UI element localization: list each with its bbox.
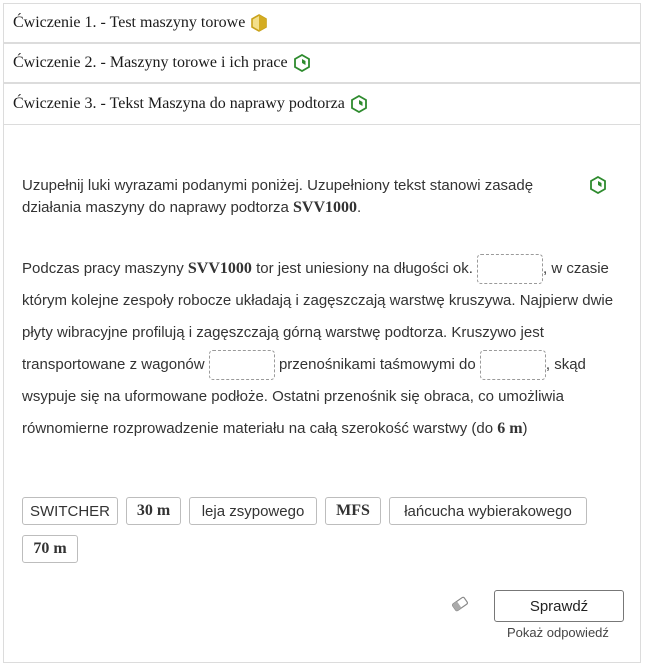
intro-text: Uzupełnij luki wyrazami podanymi poniżej. Uzupełniony tekst stanowi zasadę działania maszyny do naprawy podtorza xyxy=(22,177,534,216)
word-chip[interactable]: leja zsypowego xyxy=(189,497,317,525)
accordion-header-3[interactable] xyxy=(4,84,640,125)
accordion-header-2[interactable] xyxy=(4,44,640,82)
task-machine-name: SVV1000 xyxy=(187,260,252,277)
eraser-icon[interactable] xyxy=(450,594,470,614)
task-text-6: ) xyxy=(522,420,528,437)
accordion-title-1: Ćwiczenie 1. - Test maszyny torowe xyxy=(13,14,246,31)
word-chip[interactable]: SWITCHER xyxy=(22,497,118,525)
accordion-item-1[interactable] xyxy=(3,3,641,43)
word-chip[interactable]: 70 m xyxy=(22,535,78,563)
intro-machine-name: SVV1000 xyxy=(292,199,357,216)
accordion-item-3 xyxy=(3,83,641,663)
exercise-instructions xyxy=(22,175,582,219)
intro-end: . xyxy=(357,199,362,216)
task-text-1: Podczas pracy maszyny xyxy=(22,260,188,277)
green-hexagon-icon xyxy=(351,95,367,113)
word-chip[interactable]: 30 m xyxy=(126,497,181,525)
accordion-header-1[interactable] xyxy=(4,4,640,42)
task-text-2: tor jest uniesiony na długości ok. xyxy=(251,260,478,277)
accordion-title-3: Ćwiczenie 3. - Tekst Maszyna do naprawy podtorza xyxy=(13,95,345,112)
task-text-4: przenośnikami taśmowymi do xyxy=(274,356,480,373)
task-text-3: , w czasie którym kolejne zespoły robocze układają i zagęszczają warstwę kruszywa. Najpierw dwie płyty wibracyjne profilują i zagęszczają górną warstwę podtorza. Kruszywo jest transportowane z wagonów xyxy=(22,260,614,373)
gap-dropzone-3[interactable] xyxy=(480,350,546,380)
task-text-5: , skąd wsypuje się na uformowane podłoże. Ostatni przenośnik się obraca, co umożliwia równomierne rozprowadzenie materiału na całą szerokość warstwy (do xyxy=(22,356,586,437)
gap-dropzone-1[interactable] xyxy=(477,254,543,284)
check-button[interactable]: Sprawdź xyxy=(494,590,624,622)
gap-dropzone-2[interactable] xyxy=(209,350,275,380)
task-width-value: 6 m xyxy=(497,420,523,437)
yellow-hexagon-icon xyxy=(251,14,267,32)
show-answer-link[interactable]: Pokaż odpowiedź xyxy=(507,625,609,640)
accordion-item-2[interactable] xyxy=(3,43,641,83)
green-hexagon-icon xyxy=(590,176,606,199)
word-chip[interactable]: łańcucha wybierakowego xyxy=(389,497,587,525)
green-hexagon-icon xyxy=(294,54,310,72)
accordion-title-2: Ćwiczenie 2. - Maszyny torowe i ich prace xyxy=(13,54,288,71)
word-chip[interactable]: MFS xyxy=(325,497,381,525)
gap-fill-text xyxy=(22,253,622,445)
